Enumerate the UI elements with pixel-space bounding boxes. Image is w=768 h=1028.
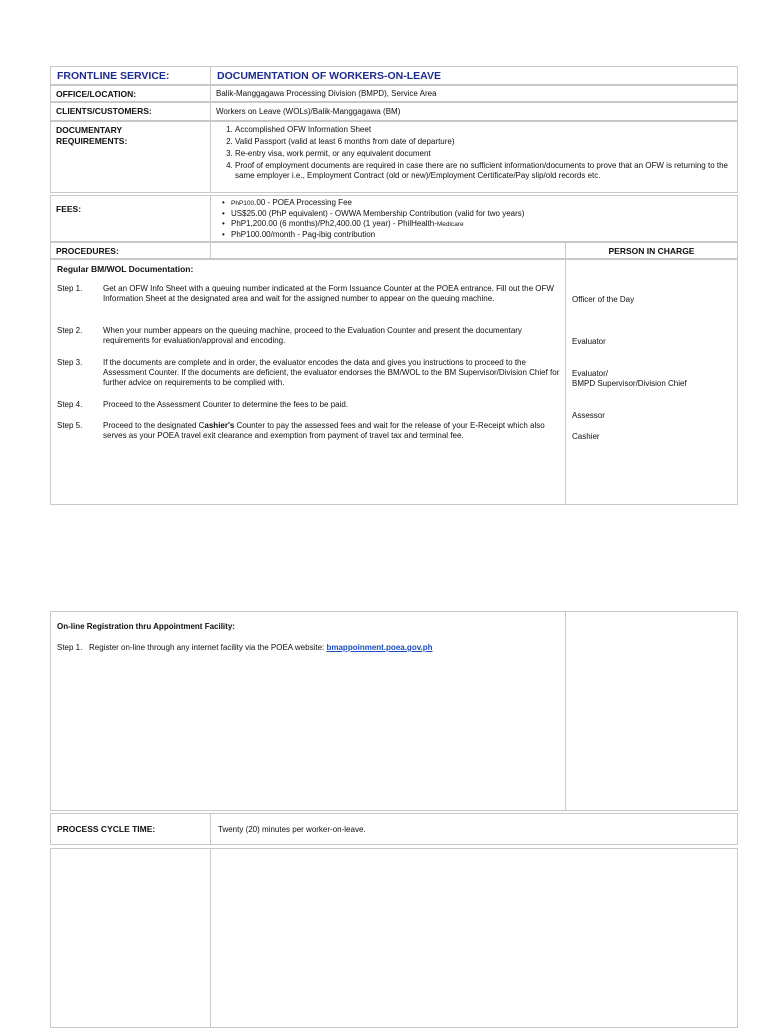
fee-item: • PhP100.00/month - Pag-ibig contribution [231, 230, 737, 240]
fees-list [217, 196, 737, 240]
requirement-item: 2. Valid Passport (valid at least 6 months from date of departure) [235, 137, 731, 147]
office-value: Balik-Manggagawa Processing Division (BMPD), Service Area [216, 89, 437, 98]
requirement-item: 3. Re-entry visa, work permit, or any equivalent document [235, 149, 731, 159]
office-value-cell [210, 85, 738, 102]
requirements-label-cell [50, 121, 211, 193]
procedures-blank-cell [210, 242, 566, 259]
clients-label: CLIENTS/CUSTOMERS: [56, 106, 152, 116]
procedures-steps-cell [50, 259, 566, 505]
fees-label-cell [50, 195, 211, 242]
cycle-value-cell [210, 813, 738, 845]
office-label-cell [50, 85, 211, 102]
person-assessor: Assessor [572, 411, 605, 420]
bottom-left-cell [50, 848, 211, 1028]
requirements-label: DOCUMENTARY REQUIREMENTS: [56, 125, 128, 146]
fee-item: • PhP1,200.00 (6 months)/Ph2,400.00 (1 year) - PhilHealth-Medicare [231, 219, 737, 230]
procedures-label: PROCEDURES: [56, 246, 119, 256]
header-label-cell [50, 66, 211, 85]
requirements-list [217, 125, 731, 181]
fees-value-cell [210, 195, 738, 242]
procedures-label-cell [50, 242, 211, 259]
cycle-label: PROCESS CYCLE TIME: [57, 824, 156, 834]
step-4: Step 4. Proceed to the Assessment Counter to determine the fees to be paid. [57, 400, 349, 409]
clients-label-cell [50, 102, 211, 121]
person-cashier: Cashier [572, 432, 600, 441]
fee-item: • US$25.00 (PhP equivalent) - OWWA Membership Contribution (valid for two years) [231, 209, 737, 219]
appointment-link[interactable]: bmappoinment.poea.gov.ph [326, 643, 433, 652]
step-3: Step 3. If the documents are complete and in order, the evaluator encodes the data and gives you instructions to proceed to the Assessment Counter. If the documents are deficient, the evaluator endorses the BM/WOL to the BM Supervisor/Division Chief for further advice on requirements to be complied with. [57, 358, 560, 387]
fee-item: • PhP100.00 - POEA Processing Fee [231, 198, 737, 209]
step-2: Step 2. When your number appears on the queuing machine, proceed to the Evaluation Counter and present the documentary requirements for evaluation/approval and encoding. [57, 326, 522, 345]
fees-label: FEES: [56, 204, 82, 214]
cycle-value: Twenty (20) minutes per worker-on-leave. [218, 825, 366, 834]
person-in-charge-label: PERSON IN CHARGE [608, 246, 695, 256]
requirement-item: 4. Proof of employment documents are required in case there are no sufficient information/documents to prove that an OFW is returning to the same employer i.e., Employment Contract (old or new)/Employment Certificate/Pay slip/old records etc. [235, 161, 731, 181]
person-evaluator: Evaluator [572, 337, 606, 346]
persons-cell [565, 259, 738, 505]
section-title: Regular BM/WOL Documentation: [57, 264, 194, 274]
requirement-item: 1. Accomplished OFW Information Sheet [235, 125, 731, 135]
bottom-right-cell [210, 848, 738, 1028]
clients-value: Workers on Leave (WOLs)/Balik-Manggagawa (BM) [216, 107, 401, 116]
requirements-value-cell [210, 121, 738, 193]
office-label: OFFICE/LOCATION: [56, 89, 137, 99]
person-in-charge-cell [565, 242, 738, 259]
online-steps-cell [50, 611, 566, 811]
online-persons-cell [565, 611, 738, 811]
online-title: On-line Registration thru Appointment Facility: [57, 622, 235, 631]
online-step-1: Step 1. Register on-line through any internet facility via the POEA website: bmappoinment.poea.gov.ph [57, 643, 433, 652]
step-5: Step 5. Proceed to the designated Cashier's Counter to pay the assessed fees and wait for the release of your E-Receipt which also serves as your POEA travel exit clearance and exemption from payment of travel tax and terminal fee. [57, 421, 545, 440]
person-evaluator-supervisor: Evaluator/ BMPD Supervisor/Division Chief [572, 369, 687, 388]
step-1: Step 1. Get an OFW Info Sheet with a queuing number indicated at the Form Issuance Counter at the POEA entrance. Fill out the OFW Information Sheet at the designated area and wait for the assigned number to appear on the queuing machine. [57, 284, 554, 303]
person-officer: Officer of the Day [572, 295, 635, 304]
clients-value-cell [210, 102, 738, 121]
cycle-label-cell [50, 813, 211, 845]
service-title: DOCUMENTATION OF WORKERS-ON-LEAVE [217, 70, 441, 82]
frontline-service-label: FRONTLINE SERVICE: [57, 70, 170, 82]
header-title-cell [210, 66, 738, 85]
